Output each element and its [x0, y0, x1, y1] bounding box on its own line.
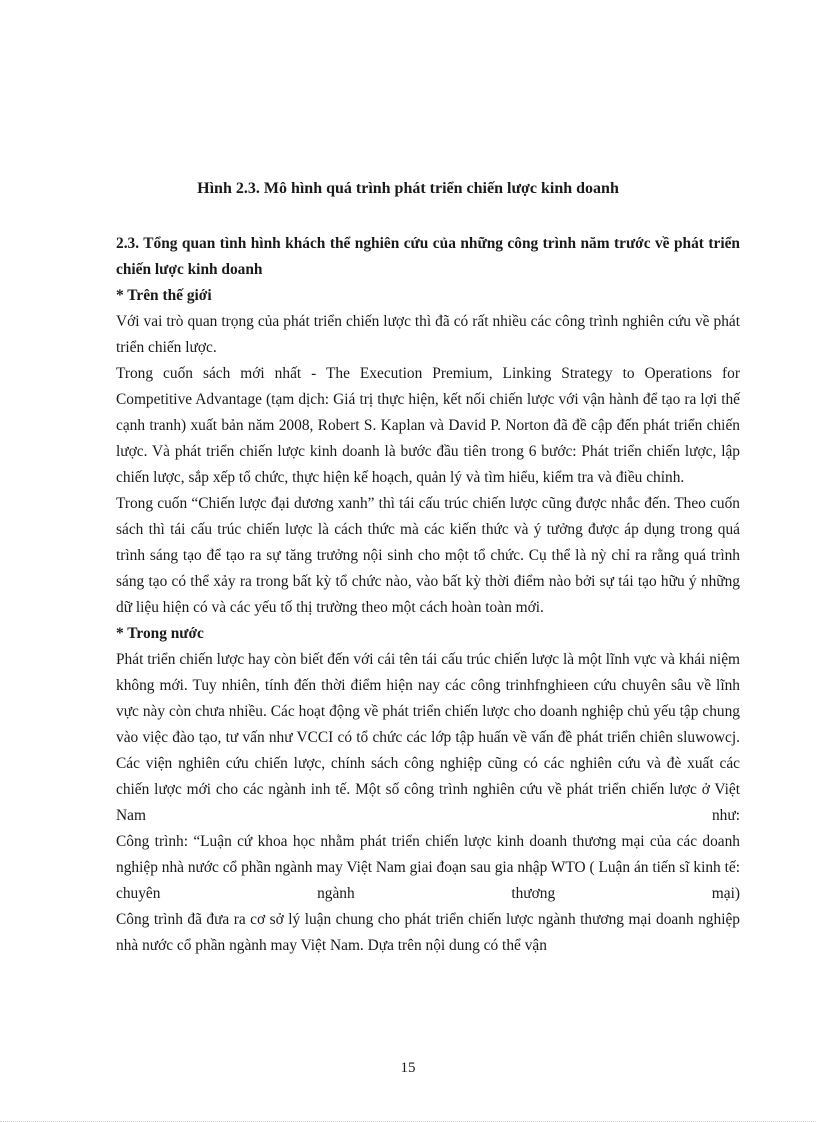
paragraph-2: Trong cuốn sách mới nhất - The Execution Premium, Linking Strategy to Operations for Competitive Advantage (tạm dịch: Giá trị thực hiện, kết nối chiến lược với vận hành để tạo ra lợi thế cạnh tranh) xuất bản năm 2008, Robert S. Kaplan và David P. Norton đã đề cập đến phát triển chiến lược. Và phát triển chiến lược kinh doanh là bước đầu tiên trong 6 bước: Phát triển chiến lược, lập chiến lược, sắp xếp tổ chức, thực hiện kế hoạch, quản lý và tìm hiểu, kiểm tra và điều chỉnh.: [116, 365, 740, 486]
page-bottom-divider: [0, 1121, 816, 1122]
figure-caption: Hình 2.3. Mô hình quá trình phát triển chiến lược kinh doanh: [197, 180, 619, 197]
subheading-domestic: * Trong nước: [116, 625, 204, 642]
section-heading: 2.3. Tổng quan tình hình khách thể nghiên cứu của những công trình năm trước về phát triển chiến lược kinh doanh: [116, 235, 740, 278]
paragraph-3: Trong cuốn “Chiến lược đại dương xanh” thì tái cấu trúc chiến lược cũng được nhắc đến. Theo cuốn sách thì tái cấu trúc chiến lược là cách thức mà các kiến thức và ý tưởng được áp dụng trong quá trình sáng tạo để tạo ra sự tăng trưởng nội sinh cho một tổ chức. Cụ thể là nỳ chỉ ra rằng quá trình sáng tạo có thể xảy ra trong bất kỳ tổ chức nào, vào bất kỳ thời điểm nào bởi sự tái tạo hữu ý những dữ liệu hiện có và các yếu tố thị trường theo một cách hoàn toàn mới.: [116, 495, 740, 616]
subheading-world: * Trên thế giới: [116, 287, 212, 304]
paragraph-5: Công trình: “Luận cứ khoa học nhằm phát triển chiến lược kinh doanh thương mại của các doanh nghiệp nhà nước cổ phần ngành may Việt Nam giai đoạn sau gia nhập WTO ( Luận án tiến sĩ kinh tế: chuyên ngành thương mại): [116, 833, 740, 902]
paragraph-1: Với vai trò quan trọng của phát triển chiến lược thì đã có rất nhiều các công trình nghiên cứu về phát triển chiến lược.: [116, 313, 740, 356]
page-number: 15: [400, 1060, 416, 1076]
paragraph-4: Phát triển chiến lược hay còn biết đến với cái tên tái cấu trúc chiến lược là một lĩnh vực và khái niệm không mới. Tuy nhiên, tính đến thời điểm hiện nay các công trinhfnghieen cứu chuyên sâu về lĩnh vực này còn chưa nhiều. Các hoạt động về phát triển chiến lược cho doanh nghiệp chủ yếu tập chung vào việc đào tạo, tư vấn như VCCI có tổ chức các lớp tập huấn về vấn đề phát triển chiên sluwowcj. Các viện nghiên cứu chiến lược, chính sách công nghiệp cũng có các nghiên cứu và đè xuất các chiến lược mới cho các ngành inh tế. Một số công trình nghiên cứu về phát triển chiến lược ở Việt Nam như:: [116, 651, 740, 824]
body-text: [116, 231, 740, 959]
paragraph-6: Công trình đã đưa ra cơ sở lý luận chung cho phát triển chiến lược ngành thương mại doanh nghiệp nhà nước cổ phần ngành may Việt Nam. Dựa trên nội dung có thể vận: [116, 911, 740, 954]
